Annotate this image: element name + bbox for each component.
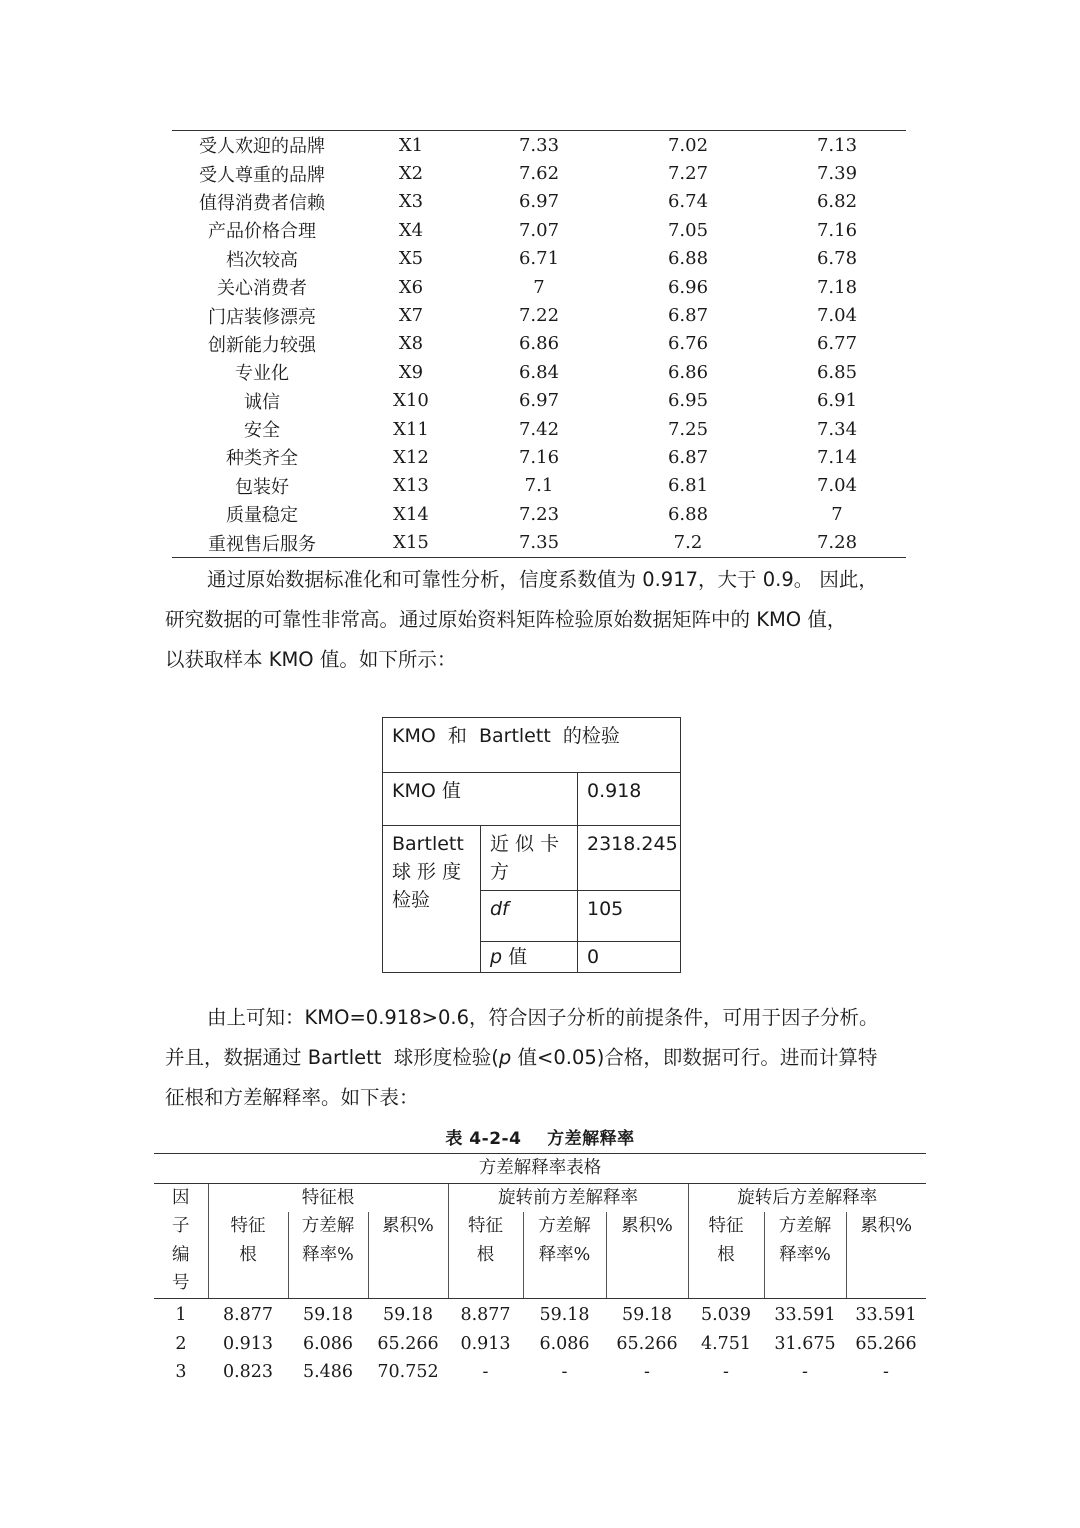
table-row bbox=[172, 216, 906, 244]
table-cell: 质量稳定 bbox=[226, 505, 298, 527]
reliability-paragraph bbox=[165, 560, 917, 680]
table-cell: 档次较高 bbox=[226, 249, 298, 271]
factor-header-char: 子 bbox=[172, 1216, 190, 1236]
table-cell: 3 bbox=[175, 1362, 187, 1382]
sub-header-line: 方差解 bbox=[778, 1216, 832, 1236]
table-cell: 7.33 bbox=[518, 134, 560, 156]
paragraph-line: 通过原始数据标准化和可靠性分析，信度系数值为 0.917，大于 0.9。 因此， bbox=[207, 568, 878, 591]
table-row bbox=[172, 358, 906, 386]
paragraph-line: 征根和方差解释率。如下表： bbox=[165, 1086, 419, 1109]
table-cell: 7.02 bbox=[667, 134, 709, 156]
table-cell: 6.88 bbox=[667, 503, 709, 525]
table-row bbox=[172, 245, 906, 273]
table-cell: 33.591 bbox=[774, 1305, 836, 1325]
sub-header-cell bbox=[208, 1212, 288, 1299]
table-cell: 59.18 bbox=[382, 1305, 434, 1325]
table-cell: - bbox=[723, 1362, 729, 1382]
factor-header-char: 因 bbox=[172, 1187, 190, 1208]
table-cell: 产品价格合理 bbox=[208, 221, 316, 243]
table-cell: 6.086 bbox=[539, 1333, 590, 1354]
sub-header-line: 释率% bbox=[538, 1244, 591, 1265]
table-cell: 6.81 bbox=[667, 475, 709, 497]
sub-header-cell bbox=[288, 1212, 368, 1299]
paragraph-line: 由上可知：KMO=0.918>0.6，符合因子分析的前提条件，可用于因子分析。 bbox=[207, 1006, 879, 1029]
variance-explained-table bbox=[154, 1153, 926, 1387]
table-cell: X3 bbox=[398, 191, 424, 213]
kmo-value: 0.918 bbox=[578, 773, 681, 826]
table-cell: 70.752 bbox=[377, 1362, 439, 1382]
table-cell: 6.74 bbox=[667, 191, 709, 213]
table-row bbox=[172, 188, 906, 216]
table-cell: X7 bbox=[398, 305, 424, 327]
table-cell: 7.05 bbox=[667, 219, 709, 241]
sub-header-cell bbox=[688, 1212, 764, 1299]
table-cell: 59.18 bbox=[621, 1305, 673, 1325]
table-cell: 6.97 bbox=[518, 390, 560, 412]
brand-scores-table bbox=[172, 130, 906, 558]
table-cell: 7 bbox=[533, 276, 545, 298]
table-cell: 6.97 bbox=[518, 191, 560, 213]
table-cell: X10 bbox=[393, 390, 429, 412]
p-label-rest: 值 bbox=[502, 946, 528, 968]
table-cell: 关心消费者 bbox=[217, 278, 307, 300]
table-cell: 6.95 bbox=[667, 390, 709, 412]
table-cell: 6.87 bbox=[667, 446, 709, 468]
table-cell: X5 bbox=[398, 248, 424, 270]
kmo-conclusion-paragraph bbox=[165, 998, 917, 1118]
table-row bbox=[172, 330, 906, 358]
sub-header-line: 方差解 bbox=[301, 1216, 355, 1236]
table-row bbox=[172, 387, 906, 415]
variance-table-title: 方差解释率表格 bbox=[154, 1154, 926, 1184]
table-cell: 6.87 bbox=[667, 305, 709, 327]
sub-header-line: 释率% bbox=[779, 1244, 831, 1265]
table-cell: 7.35 bbox=[518, 532, 560, 554]
table-cell: 5.039 bbox=[700, 1305, 752, 1325]
chi-label-line: 方 bbox=[490, 861, 510, 883]
table-cell: 6.88 bbox=[667, 248, 709, 270]
bartlett-label-line: 检验 bbox=[392, 889, 431, 911]
table-cell: - bbox=[802, 1362, 808, 1382]
table-cell: 6.86 bbox=[518, 333, 560, 355]
table-cell: 65.266 bbox=[855, 1333, 917, 1354]
sub-header-line: 根 bbox=[476, 1244, 495, 1265]
sub-header-line: 方差解 bbox=[538, 1216, 591, 1236]
table-cell: X8 bbox=[398, 333, 424, 355]
table-cell: 7.34 bbox=[816, 418, 858, 440]
table-cell: 6.86 bbox=[667, 361, 709, 383]
p-label-italic: p bbox=[490, 946, 503, 968]
table-cell: 7.07 bbox=[518, 219, 560, 241]
chi-square-label bbox=[481, 826, 578, 891]
table-cell: 7.04 bbox=[816, 475, 858, 497]
table-cell: 包装好 bbox=[235, 476, 289, 498]
table-cell: 6.91 bbox=[816, 390, 858, 412]
table-row bbox=[154, 1330, 926, 1359]
p-label bbox=[481, 942, 578, 973]
table-cell: 7.16 bbox=[518, 446, 560, 468]
table-cell: 门店装修漂亮 bbox=[208, 306, 316, 328]
table-cell: 7.13 bbox=[816, 134, 858, 156]
table-row bbox=[172, 472, 906, 500]
sub-header-cell bbox=[606, 1212, 688, 1299]
sub-header-cell bbox=[523, 1212, 606, 1299]
table-cell: 7.1 bbox=[524, 475, 554, 497]
sub-header-line: 累积% bbox=[382, 1216, 434, 1236]
table-cell: 5.486 bbox=[302, 1362, 354, 1382]
table-cell: 65.266 bbox=[377, 1333, 439, 1354]
factor-header-char: 编 bbox=[172, 1244, 190, 1265]
table-cell: 6.84 bbox=[518, 361, 560, 383]
factor-header-char: 号 bbox=[172, 1273, 190, 1293]
table-cell: X2 bbox=[398, 163, 424, 185]
table-cell: 重视售后服务 bbox=[208, 533, 316, 555]
table-cell: 6.78 bbox=[816, 248, 858, 270]
table-cell: 种类齐全 bbox=[226, 448, 298, 470]
table-row bbox=[172, 528, 906, 557]
kmo-bartlett-table bbox=[382, 717, 681, 973]
sub-header-cell bbox=[368, 1212, 448, 1299]
table-cell: 65.266 bbox=[616, 1333, 678, 1354]
sub-header-cell bbox=[448, 1212, 523, 1299]
table-cell: 受人尊重的品牌 bbox=[199, 164, 325, 186]
table-cell: 7.28 bbox=[816, 532, 858, 554]
sub-header-line: 特征 bbox=[708, 1216, 744, 1236]
table-cell: 值得消费者信赖 bbox=[199, 192, 325, 214]
sub-header-line: 特征 bbox=[230, 1216, 266, 1236]
bartlett-label-line: Bartlett bbox=[392, 833, 464, 855]
table-cell: 8.877 bbox=[222, 1305, 274, 1325]
table-cell: X6 bbox=[398, 276, 424, 298]
table-cell: 创新能力较强 bbox=[208, 334, 316, 356]
paragraph-line: 以获取样本 KMO 值。如下所示： bbox=[165, 648, 457, 671]
table-cell: 59.18 bbox=[302, 1305, 354, 1325]
table-cell: 7 bbox=[831, 503, 843, 525]
table-cell: 59.18 bbox=[539, 1305, 590, 1325]
table-cell: 诚信 bbox=[244, 391, 280, 413]
table-cell: X11 bbox=[393, 418, 429, 440]
table-cell: 6.77 bbox=[816, 333, 858, 355]
p-value: 0 bbox=[578, 942, 681, 973]
table-row bbox=[172, 301, 906, 329]
table-cell: - bbox=[561, 1362, 568, 1382]
table-cell: - bbox=[883, 1362, 889, 1382]
table-row bbox=[172, 415, 906, 443]
table-row bbox=[172, 500, 906, 528]
chi-label-line: 近 似 卡 bbox=[490, 833, 560, 855]
sub-header-cell bbox=[846, 1212, 926, 1299]
table-cell: 0.913 bbox=[460, 1333, 511, 1354]
table-cell: 6.086 bbox=[302, 1333, 354, 1354]
chi-square-value: 2318.245 bbox=[578, 826, 681, 891]
table-cell: 受人欢迎的品牌 bbox=[199, 136, 325, 158]
table-cell: 7.25 bbox=[667, 418, 709, 440]
table-row bbox=[172, 443, 906, 471]
sub-header-line: 根 bbox=[239, 1244, 257, 1265]
table-row bbox=[172, 273, 906, 301]
table-cell: X12 bbox=[393, 446, 429, 468]
table-caption: 表 4-2-4 方差解释率 bbox=[445, 1129, 635, 1149]
table-cell: 7.14 bbox=[816, 446, 858, 468]
df-label: df bbox=[481, 891, 578, 942]
table-cell: 7.04 bbox=[816, 305, 858, 327]
table-cell: 31.675 bbox=[774, 1333, 836, 1354]
table-cell: 0.913 bbox=[222, 1333, 274, 1354]
table-cell: 6.76 bbox=[667, 333, 709, 355]
table-cell: 安全 bbox=[244, 420, 280, 442]
table-row bbox=[154, 1299, 926, 1330]
sub-header-cell bbox=[764, 1212, 846, 1299]
p-italic: p bbox=[498, 1046, 512, 1069]
table-cell: X15 bbox=[393, 532, 429, 554]
table-row bbox=[172, 159, 906, 187]
table-cell: - bbox=[644, 1362, 650, 1382]
table-cell: 4.751 bbox=[700, 1333, 752, 1354]
table-row bbox=[154, 1358, 926, 1387]
table-cell: X14 bbox=[393, 503, 429, 525]
paragraph-text: 并且，数据通过 Bartlett 球形度检验( bbox=[165, 1046, 499, 1069]
post-rotation-group-header: 旋转后方差解释率 bbox=[688, 1183, 926, 1212]
sub-header-line: 特征 bbox=[468, 1216, 503, 1236]
table-cell: 8.877 bbox=[460, 1305, 511, 1325]
sub-header-row bbox=[154, 1212, 926, 1299]
sub-header-line: 累积% bbox=[621, 1216, 673, 1236]
table-cell: X4 bbox=[398, 219, 424, 241]
pre-rotation-group-header: 旋转前方差解释率 bbox=[448, 1183, 688, 1212]
table-row bbox=[172, 131, 906, 160]
table-cell: 6.82 bbox=[816, 191, 858, 213]
table-cell: X9 bbox=[398, 361, 424, 383]
table-cell: 2 bbox=[175, 1333, 187, 1354]
table-cell: 7.16 bbox=[816, 219, 858, 241]
table-cell: X1 bbox=[398, 134, 424, 156]
kmo-label: KMO 值 bbox=[383, 773, 578, 826]
paragraph-line: 研究数据的可靠性非常高。通过原始资料矩阵检验原始数据矩阵中的 KMO 值， bbox=[165, 608, 847, 631]
table-cell: 1 bbox=[175, 1305, 187, 1325]
table-cell: 6.71 bbox=[518, 248, 560, 270]
sub-header-line: 释率% bbox=[302, 1244, 354, 1265]
table-cell: 专业化 bbox=[235, 363, 289, 385]
table-cell: 7.23 bbox=[518, 503, 560, 525]
table-cell: 7.39 bbox=[816, 163, 858, 185]
bartlett-label bbox=[383, 826, 481, 973]
table-cell: 6.96 bbox=[667, 276, 709, 298]
table-cell: 7.62 bbox=[518, 163, 560, 185]
eigenvalue-group-header: 特征根 bbox=[208, 1183, 448, 1212]
sub-header-line: 根 bbox=[717, 1244, 735, 1265]
factor-number-header bbox=[154, 1183, 208, 1299]
bartlett-label-line: 球 形 度 bbox=[392, 861, 462, 883]
table-cell: 7.18 bbox=[816, 276, 858, 298]
table-cell: - bbox=[482, 1362, 489, 1382]
kmo-table-title: KMO 和 Bartlett 的检验 bbox=[383, 718, 681, 773]
table-cell: 7.2 bbox=[673, 532, 703, 554]
table-cell: 7.27 bbox=[667, 163, 709, 185]
paragraph-line bbox=[165, 1038, 917, 1078]
sub-header-line: 累积% bbox=[860, 1216, 913, 1236]
table-cell: 7.22 bbox=[518, 305, 560, 327]
table-cell: 0.823 bbox=[222, 1362, 274, 1382]
table-cell: X13 bbox=[393, 475, 429, 497]
df-value: 105 bbox=[578, 891, 681, 942]
table-cell: 6.85 bbox=[816, 361, 858, 383]
table-cell: 7.42 bbox=[518, 418, 560, 440]
paragraph-text: 值<0.05)合格，即数据可行。进而计算特 bbox=[511, 1046, 878, 1069]
table-cell: 33.591 bbox=[855, 1305, 917, 1325]
